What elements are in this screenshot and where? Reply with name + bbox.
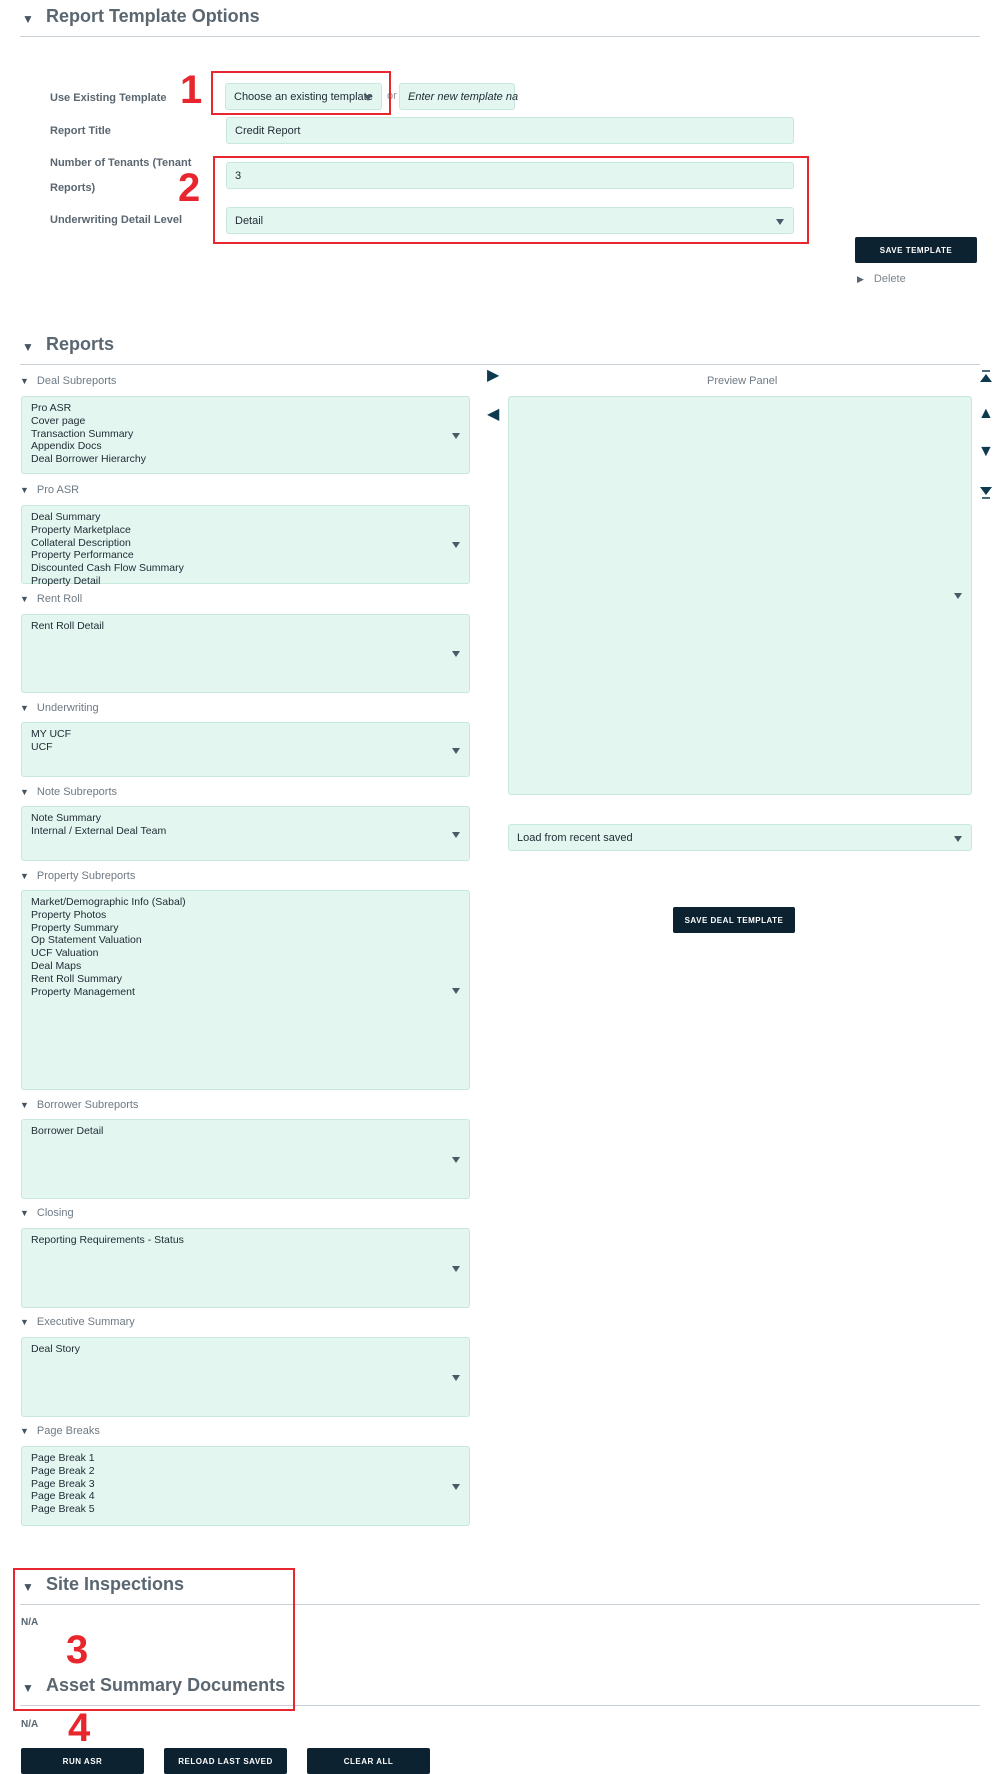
report-title-value: Credit Report [235,124,301,137]
or-text: or [387,90,397,102]
list-item[interactable]: Property Photos [31,908,107,921]
group-header-underwriting[interactable] [20,702,99,714]
group-name: Deal Subreports [36,375,117,387]
triangle-right-icon: ▶ [857,274,864,284]
list-item[interactable]: Rent Roll Summary [31,972,123,985]
underwriting-detail-label: Underwriting Detail Level [50,214,183,226]
list-item[interactable]: Deal Summary [31,511,101,523]
delete-link[interactable] [857,273,906,285]
list-item[interactable]: UCF [31,740,53,753]
group-name: Executive Summary [36,1316,135,1328]
group-header-borrower-subreports[interactable] [20,1099,138,1111]
listbox-note-subreports[interactable] [21,806,470,861]
group-header-rent-roll[interactable] [20,593,82,605]
section-title: Report Template Options [46,6,260,26]
list-item[interactable]: Note Summary [31,812,102,824]
group-header-closing[interactable] [20,1207,74,1219]
list-item[interactable]: Page Break 4 [31,1490,95,1503]
collapse-triangle-icon[interactable]: ▼ [20,703,29,713]
group-name: Borrower Subreports [36,1099,139,1111]
new-template-name-input[interactable] [399,83,519,110]
annotation-box-1 [211,71,391,115]
list-item[interactable]: MY UCF [31,728,72,740]
list-item[interactable]: Property Performance [31,549,134,562]
collapse-triangle-icon[interactable]: ▼ [22,12,34,26]
list-item[interactable]: Appendix Docs [31,440,102,453]
use-existing-template-label: Use Existing Template [50,92,167,104]
listbox-deal-subreports[interactable] [21,396,470,474]
group-name: Underwriting [36,702,99,714]
group-name: Pro ASR [36,484,80,496]
clear-all-button[interactable]: CLEAR ALL [307,1748,430,1774]
section-title: Asset Summary Documents [46,1675,286,1695]
load-recent-select[interactable] [508,824,972,851]
collapse-triangle-icon[interactable]: ▼ [20,1426,29,1436]
run-asr-button[interactable]: RUN ASR [21,1748,144,1774]
list-item[interactable]: Borrower Detail [31,1125,104,1137]
annotation-box-2 [213,156,809,244]
listbox-rent-roll[interactable] [21,614,470,693]
annotation-number-1: 1 [180,68,203,112]
list-item[interactable]: Property Marketplace [31,523,131,536]
chevron-down-icon [452,1484,460,1490]
collapse-triangle-icon[interactable]: ▼ [20,1100,29,1110]
preview-panel-label: Preview Panel [707,375,778,387]
chevron-down-icon [452,748,460,754]
listbox-borrower-subreports[interactable] [21,1119,470,1199]
listbox-underwriting[interactable] [21,722,470,777]
group-name: Rent Roll [36,593,83,605]
reports-header[interactable] [20,334,980,365]
tenants-label-line1: Number of Tenants (Tenant [50,157,192,169]
list-item[interactable]: Deal Borrower Hierarchy [31,453,146,466]
group-header-deal-subreports[interactable] [20,375,116,387]
reload-last-saved-button[interactable]: RELOAD LAST SAVED [164,1748,287,1774]
group-header-note-subreports[interactable] [20,786,117,798]
delete-label: Delete [873,273,906,285]
group-name: Property Subreports [36,870,136,882]
annotation-number-4: 4 [68,1706,91,1750]
annotation-box-3 [13,1568,295,1711]
list-item[interactable]: Op Statement Valuation [31,934,142,947]
group-name: Closing [36,1207,74,1219]
chevron-down-icon [452,651,460,657]
group-name: Note Subreports [36,786,118,798]
list-item[interactable]: Deal Story [31,1343,81,1355]
save-deal-template-button[interactable]: SAVE DEAL TEMPLATE [673,907,795,933]
list-item[interactable]: Rent Roll Detail [31,620,104,632]
group-header-executive-summary[interactable] [20,1316,135,1328]
existing-template-select-value: Choose an existing template [234,90,373,103]
section-title: Reports [46,334,115,354]
move-right-icon[interactable]: ▶ [487,367,500,384]
chevron-down-icon [954,836,962,842]
list-item[interactable]: Property Management [31,985,135,998]
chevron-down-icon [452,988,460,994]
preview-panel-list[interactable] [508,396,972,795]
annotation-number-3: 3 [66,1628,89,1672]
collapse-triangle-icon[interactable]: ▼ [22,1580,34,1594]
list-item[interactable]: Market/Demographic Info (Sabal) [31,896,186,908]
collapse-triangle-icon[interactable]: ▼ [20,594,29,604]
collapse-triangle-icon[interactable]: ▼ [20,871,29,881]
list-item[interactable]: Discounted Cash Flow Summary [31,562,184,575]
chevron-down-icon [452,542,460,548]
list-item[interactable]: Deal Maps [31,959,82,972]
move-down-icon[interactable]: ▼ [978,443,994,460]
group-header-pro-asr[interactable] [20,484,79,496]
save-template-button[interactable]: SAVE TEMPLATE [855,237,977,263]
asset-summary-value: N/A [21,1719,39,1730]
listbox-page-breaks[interactable] [21,1446,470,1526]
group-header-page-breaks[interactable] [20,1425,100,1437]
collapse-triangle-icon[interactable]: ▼ [20,1208,29,1218]
underwriting-detail-value: Detail [235,214,264,227]
report-template-options-header[interactable] [20,6,980,37]
listbox-executive-summary[interactable] [21,1337,470,1417]
annotation-number-2: 2 [178,166,201,210]
collapse-triangle-icon[interactable]: ▼ [22,1681,34,1695]
chevron-down-icon [954,593,962,599]
list-item[interactable]: Page Break 5 [31,1503,95,1516]
listbox-closing[interactable] [21,1228,470,1308]
list-item[interactable]: UCF Valuation [31,947,99,960]
chevron-down-icon [452,832,460,838]
chevron-down-icon [452,1157,460,1163]
chevron-down-icon [452,1266,460,1272]
list-item[interactable]: Page Break 2 [31,1464,95,1477]
listbox-property-subreports[interactable] [21,890,470,1090]
tenants-label-line2: Reports) [50,182,96,194]
move-left-icon[interactable]: ◀ [487,406,500,423]
listbox-pro-asr[interactable] [21,505,470,587]
list-item[interactable]: Internal / External Deal Team [31,824,167,837]
report-title-input[interactable] [226,117,794,144]
list-item[interactable]: Property Detail [31,574,101,587]
chevron-down-icon [452,1375,460,1381]
list-item[interactable]: Reporting Requirements - Status [31,1234,184,1246]
group-header-property-subreports[interactable] [20,870,135,882]
section-title: Site Inspections [46,1574,185,1594]
collapse-triangle-icon[interactable]: ▼ [22,340,34,354]
collapse-triangle-icon[interactable]: ▼ [20,1317,29,1327]
move-up-icon[interactable]: ▲ [978,405,994,422]
collapse-triangle-icon[interactable]: ▼ [20,787,29,797]
new-template-name-placeholder: Enter new template na [408,90,519,103]
report-title-label: Report Title [50,125,111,137]
collapse-triangle-icon[interactable]: ▼ [20,485,29,495]
list-item[interactable]: Cover page [31,414,86,427]
list-item[interactable]: Page Break 3 [31,1477,95,1490]
collapse-triangle-icon[interactable]: ▼ [20,376,29,386]
load-recent-value: Load from recent saved [517,831,633,844]
list-item[interactable]: Property Summary [31,921,119,934]
move-to-top-icon[interactable] [979,369,993,385]
group-name: Page Breaks [36,1425,100,1437]
move-to-bottom-icon[interactable] [979,484,993,500]
site-inspections-value: N/A [21,1617,39,1628]
chevron-down-icon [452,433,460,439]
number-of-tenants-value: 3 [235,169,242,182]
list-item[interactable]: Collateral Description [31,536,131,549]
list-item[interactable]: Page Break 1 [31,1452,95,1464]
list-item[interactable]: Transaction Summary [31,427,134,440]
list-item[interactable]: Pro ASR [31,402,72,414]
